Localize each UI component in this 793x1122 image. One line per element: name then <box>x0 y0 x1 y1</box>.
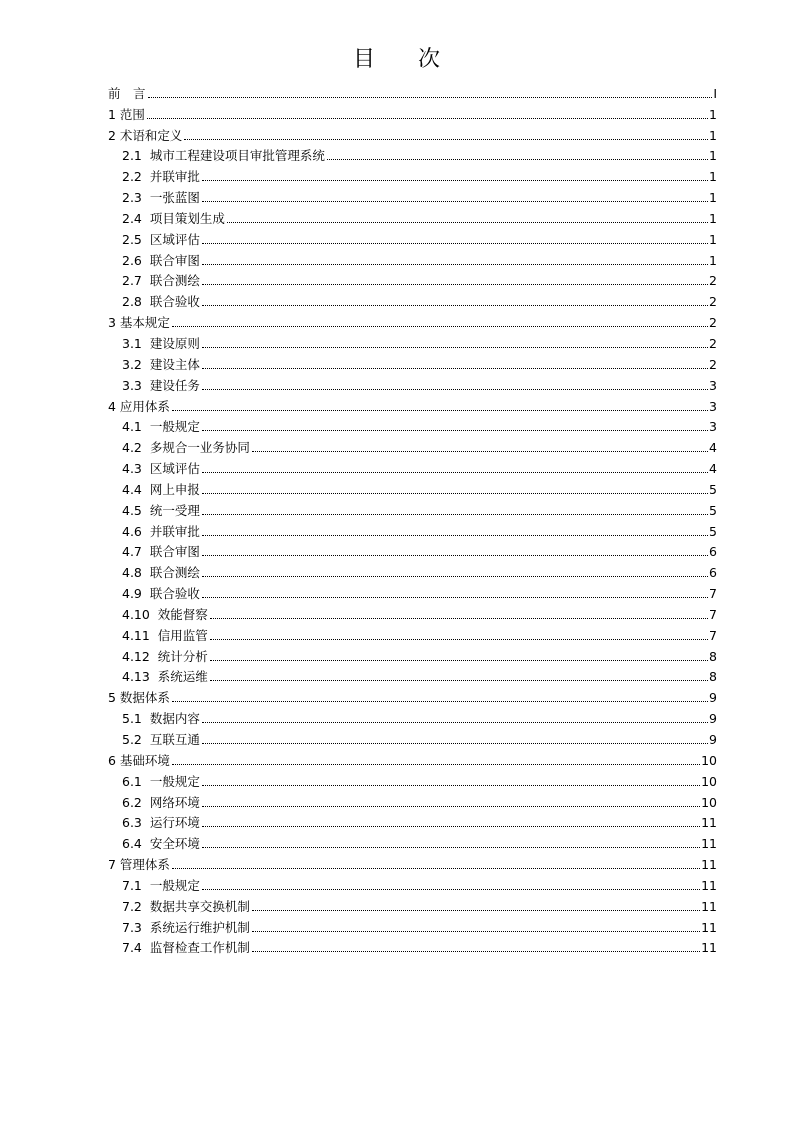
toc-entry-page-number: 2 <box>709 356 717 372</box>
toc-entry-page-number: 3 <box>709 398 717 414</box>
toc-entry[interactable] <box>108 830 717 851</box>
toc-entry-page-number: 1 <box>709 252 717 268</box>
toc-entry-title: 6.1 一般规定 <box>122 773 200 789</box>
dot-leader <box>202 847 700 848</box>
toc-entry[interactable] <box>108 143 717 164</box>
toc-entry-title: 4.7 联合审图 <box>122 544 200 560</box>
toc-entry-title: 6.3 运行环境 <box>122 815 200 831</box>
toc-entry-page-number: 1 <box>709 148 717 164</box>
toc-entry-title: 2.1 城市工程建设项目审批管理系统 <box>122 148 325 164</box>
toc-entry-title: 5.1 数据内容 <box>122 711 200 727</box>
dot-leader <box>327 159 708 160</box>
dot-leader <box>202 493 708 494</box>
toc-entry-page-number: 6 <box>709 544 717 560</box>
toc-entry-page-number: 1 <box>709 169 717 185</box>
toc-entry-title: 7.2 数据共享交换机制 <box>122 898 250 914</box>
toc-entry[interactable] <box>108 330 717 351</box>
dot-leader <box>202 264 708 265</box>
toc-entry-title: 3.2 建设主体 <box>122 356 200 372</box>
toc-entry-page-number: 2 <box>709 273 717 289</box>
toc-entry[interactable] <box>108 455 717 476</box>
toc-entry[interactable] <box>108 288 717 309</box>
toc-entry[interactable] <box>108 622 717 643</box>
toc-entry-title: 4.11 信用监管 <box>122 627 208 643</box>
toc-entry[interactable] <box>108 851 717 872</box>
toc-entry[interactable] <box>108 539 717 560</box>
toc-entry[interactable] <box>108 184 717 205</box>
toc-entry[interactable] <box>108 268 717 289</box>
toc-entry[interactable] <box>108 914 717 935</box>
dot-leader <box>202 597 708 598</box>
toc-entry-page-number: 5 <box>709 481 717 497</box>
toc-entry-page-number: 11 <box>701 940 717 956</box>
table-of-contents <box>108 80 717 955</box>
toc-entry-page-number: 9 <box>709 690 717 706</box>
toc-entry-page-number: 7 <box>709 606 717 622</box>
toc-entry-page-number: 9 <box>709 711 717 727</box>
toc-entry-page-number: 11 <box>701 919 717 935</box>
dot-leader <box>147 118 708 119</box>
toc-entry-title: 2 术语和定义 <box>108 127 183 143</box>
toc-entry-title: 7 管理体系 <box>108 857 170 873</box>
dot-leader <box>210 680 708 681</box>
toc-entry[interactable] <box>108 372 717 393</box>
toc-entry-title: 2.8 联合验收 <box>122 294 200 310</box>
toc-entry[interactable] <box>108 476 717 497</box>
toc-entry-title: 6.4 安全环境 <box>122 836 200 852</box>
toc-entry-title: 3.3 建设任务 <box>122 377 200 393</box>
dot-leader <box>202 284 708 285</box>
dot-leader <box>252 451 708 452</box>
toc-entry-page-number: 4 <box>709 440 717 456</box>
toc-entry-title: 6.2 网络环境 <box>122 794 200 810</box>
dot-leader <box>202 389 708 390</box>
page-title: 目 次 <box>353 47 458 72</box>
toc-entry-title: 4.9 联合验收 <box>122 586 200 602</box>
toc-entry[interactable] <box>108 163 717 184</box>
toc-entry[interactable] <box>108 580 717 601</box>
dot-leader <box>202 201 708 202</box>
toc-entry-title: 7.4 监督检查工作机制 <box>122 940 250 956</box>
toc-entry-title: 2.5 区域评估 <box>122 231 200 247</box>
toc-entry-page-number: 11 <box>701 877 717 893</box>
dot-leader <box>202 889 700 890</box>
toc-entry[interactable] <box>108 351 717 372</box>
toc-entry-page-number: 2 <box>709 335 717 351</box>
toc-entry[interactable] <box>108 434 717 455</box>
dot-leader <box>202 430 708 431</box>
dot-leader <box>202 576 708 577</box>
dot-leader <box>202 514 708 515</box>
toc-entry-page-number: 1 <box>709 210 717 226</box>
toc-entry-title: 4.8 联合测绘 <box>122 565 200 581</box>
toc-entry-title: 4.6 并联审批 <box>122 523 200 539</box>
dot-leader <box>252 931 700 932</box>
toc-entry[interactable] <box>108 872 717 893</box>
toc-entry-page-number: 1 <box>709 106 717 122</box>
dot-leader <box>184 139 708 140</box>
toc-entry-page-number: 9 <box>709 732 717 747</box>
dot-leader <box>172 326 708 327</box>
toc-entry-title: 1 范围 <box>108 106 145 122</box>
dot-leader <box>210 639 708 640</box>
toc-entry[interactable] <box>108 768 717 789</box>
dot-leader <box>202 743 708 744</box>
toc-entry-page-number: 11 <box>701 857 717 873</box>
toc-entry-page-number: 11 <box>701 836 717 852</box>
toc-entry[interactable] <box>108 226 717 247</box>
toc-entry-page-number: 10 <box>701 794 717 810</box>
toc-entry-title: 3 基本规定 <box>108 315 170 331</box>
dot-leader <box>202 305 708 306</box>
toc-entry-page-number: 3 <box>709 419 717 435</box>
toc-entry[interactable] <box>108 497 717 518</box>
toc-entry-title: 4.2 多规合一业务协同 <box>122 440 250 456</box>
toc-entry-page-number: 6 <box>709 565 717 581</box>
toc-entry-page-number: 7 <box>709 627 717 643</box>
toc-entry-page-number: 1 <box>709 127 717 143</box>
toc-entry-title: 4.3 区域评估 <box>122 461 200 477</box>
toc-entry[interactable] <box>108 726 717 747</box>
dot-leader <box>202 722 708 723</box>
dot-leader <box>172 701 708 702</box>
toc-entry[interactable] <box>108 643 717 664</box>
toc-entry-page-number: I <box>713 85 717 101</box>
toc-entry-title: 4.1 一般规定 <box>122 419 200 435</box>
toc-entry[interactable] <box>108 205 717 226</box>
toc-entry[interactable] <box>108 518 717 539</box>
toc-entry[interactable] <box>108 393 717 414</box>
toc-entry[interactable] <box>108 789 717 810</box>
toc-entry-title: 2.4 项目策划生成 <box>122 210 225 226</box>
toc-entry[interactable] <box>108 122 717 143</box>
toc-entry-title: 4.4 网上申报 <box>122 481 200 497</box>
toc-entry-title: 2.3 一张蓝图 <box>122 190 200 206</box>
toc-entry-title: 5.2 互联互通 <box>122 732 200 747</box>
dot-leader <box>202 368 708 369</box>
toc-entry[interactable] <box>108 664 717 685</box>
toc-entry[interactable] <box>108 747 717 768</box>
dot-leader <box>252 910 700 911</box>
toc-entry[interactable] <box>108 101 717 122</box>
dot-leader <box>227 222 708 223</box>
toc-entry-page-number: 1 <box>709 190 717 206</box>
toc-entry-title: 4 应用体系 <box>108 398 170 414</box>
toc-entry-page-number: 10 <box>701 752 717 768</box>
toc-entry[interactable] <box>108 684 717 705</box>
dot-leader <box>202 472 708 473</box>
dot-leader <box>252 951 700 952</box>
toc-entry[interactable] <box>108 80 717 101</box>
toc-entry-page-number: 11 <box>701 815 717 831</box>
toc-entry-title: 5 数据体系 <box>108 690 170 706</box>
toc-entry-title: 4.10 效能督察 <box>122 606 208 622</box>
dot-leader <box>172 868 700 869</box>
dot-leader <box>202 826 700 827</box>
dot-leader <box>202 535 708 536</box>
toc-entry-title: 2.6 联合审图 <box>122 252 200 268</box>
toc-entry-page-number: 5 <box>709 502 717 518</box>
toc-entry-page-number: 8 <box>709 669 717 685</box>
toc-entry[interactable] <box>108 601 717 622</box>
toc-entry[interactable] <box>108 559 717 580</box>
toc-entry-title: 2.7 联合测绘 <box>122 273 200 289</box>
toc-entry-title: 3.1 建设原则 <box>122 335 200 351</box>
toc-entry-page-number: 8 <box>709 648 717 664</box>
toc-entry-page-number: 5 <box>709 523 717 539</box>
dot-leader <box>210 618 708 619</box>
toc-entry-page-number: 4 <box>709 461 717 477</box>
toc-entry-title: 4.12 统计分析 <box>122 648 208 664</box>
toc-entry[interactable] <box>108 309 717 330</box>
toc-entry-title: 7.1 一般规定 <box>122 877 200 893</box>
toc-entry-title: 2.2 并联审批 <box>122 169 200 185</box>
toc-entry[interactable] <box>108 810 717 831</box>
toc-entry-page-number: 2 <box>709 294 717 310</box>
toc-entry-title: 4.13 系统运维 <box>122 669 208 685</box>
dot-leader <box>172 764 700 765</box>
toc-entry-page-number: 3 <box>709 377 717 393</box>
dot-leader <box>210 660 708 661</box>
toc-entry[interactable] <box>108 935 717 956</box>
dot-leader <box>202 180 708 181</box>
toc-entry-title: 前 言 <box>108 85 146 101</box>
toc-entry-page-number: 7 <box>709 586 717 602</box>
dot-leader <box>202 347 708 348</box>
dot-leader <box>202 806 700 807</box>
toc-entry-title: 4.5 统一受理 <box>122 502 200 518</box>
toc-entry-title: 7.3 系统运行维护机制 <box>122 919 250 935</box>
toc-entry-page-number: 2 <box>709 315 717 331</box>
dot-leader <box>148 97 713 98</box>
dot-leader <box>172 410 708 411</box>
toc-entry[interactable] <box>108 893 717 914</box>
toc-entry[interactable] <box>108 705 717 726</box>
dot-leader <box>202 243 708 244</box>
dot-leader <box>202 785 700 786</box>
dot-leader <box>202 555 708 556</box>
toc-entry[interactable] <box>108 247 717 268</box>
toc-entry-page-number: 10 <box>701 773 717 789</box>
toc-entry-page-number: 1 <box>709 231 717 247</box>
toc-entry-title: 6 基础环境 <box>108 752 170 768</box>
toc-entry[interactable] <box>108 414 717 435</box>
toc-entry-page-number: 11 <box>701 898 717 914</box>
